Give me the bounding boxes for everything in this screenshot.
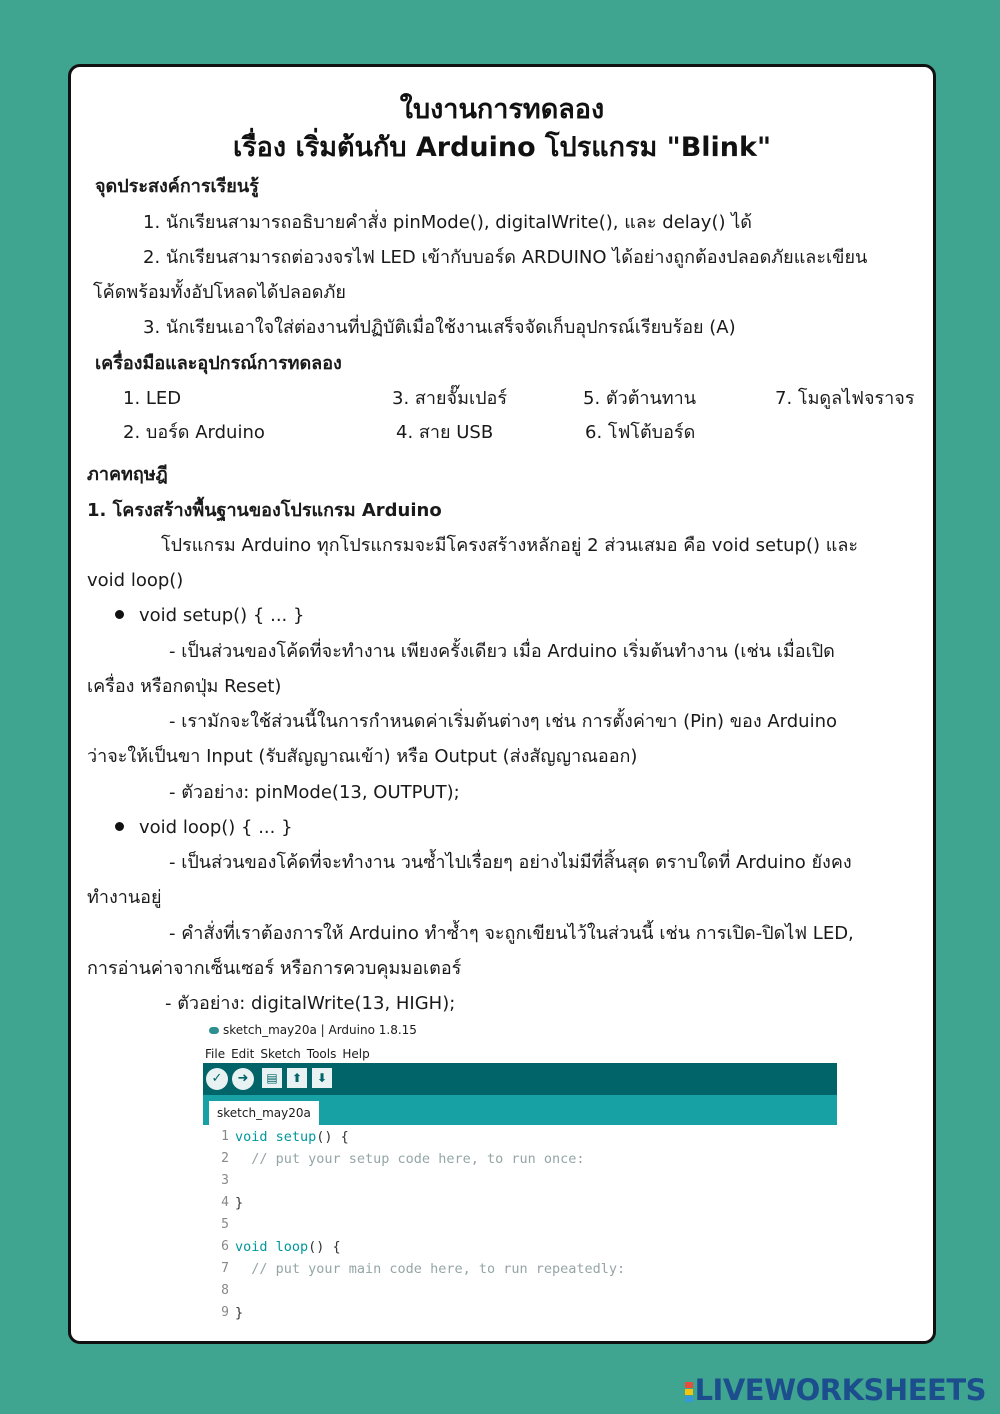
setup-example: - ตัวอย่าง: pinMode(13, OUTPUT);	[169, 782, 460, 803]
code-comment: // put your main code here, to run repeatedly:	[235, 1261, 626, 1277]
loop-usage-line2: การอ่านค่าจากเซ็นเซอร์ หรือการควบคุมมอเตอร์	[87, 958, 462, 979]
menu-edit[interactable]: Edit	[231, 1047, 255, 1061]
setup-desc-line1: - เป็นส่วนของโค้ดที่จะทำงาน เพียงครั้งเดียว เมื่อ Arduino เริ่มต้นทำงาน (เช่น เมื่อเปิด	[169, 641, 835, 662]
ide-menu-bar	[205, 1047, 376, 1061]
objectives-heading: จุดประสงค์การเรียนรู้	[95, 176, 259, 197]
liveworksheets-logo	[685, 1373, 986, 1407]
theory-subheading: 1. โครงสร้างพื้นฐานของโปรแกรม Arduino	[87, 500, 442, 521]
code-line	[235, 1151, 585, 1167]
code-line	[235, 1305, 243, 1321]
arduino-logo-icon	[209, 1027, 219, 1034]
liveworksheets-mark-icon	[685, 1381, 693, 1403]
upload-arrow-icon[interactable]: ➜	[232, 1068, 254, 1090]
worksheet-title: ใบงานการทดลอง	[399, 94, 605, 125]
setup-desc-line2: เครื่อง หรือกดปุ่ม Reset)	[87, 676, 282, 697]
objective-2-line2: โค้ดพร้อมทั้งอัปโหลดได้ปลอดภัย	[93, 282, 346, 303]
setup-usage-line1: - เรามักจะใช้ส่วนนี้ในการกำหนดค่าเริ่มต้นต่างๆ เช่น การตั้งค่าขา (Pin) ของ Arduino	[169, 711, 838, 732]
intro-line2: void loop()	[87, 570, 184, 591]
loop-bullet: void loop() { ... }	[139, 817, 293, 838]
menu-help[interactable]: Help	[342, 1047, 370, 1061]
objective-2-line1: 2. นักเรียนสามารถต่อวงจรไฟ LED เข้ากับบอร์ด ARDUINO ได้อย่างถูกต้องปลอดภัยและเขียน	[143, 247, 868, 268]
setup-usage-line2: ว่าจะให้เป็นขา Input (รับสัญญาณเข้า) หรือ Output (ส่งสัญญาณออก)	[87, 746, 638, 767]
equipment-item-5: 5. ตัวต้านทาน	[583, 388, 697, 409]
equipment-item-7: 7. โมดูลไฟจราจร	[775, 388, 915, 409]
save-arrow-down-icon[interactable]: ⬇	[312, 1068, 332, 1088]
equipment-heading: เครื่องมือและอุปกรณ์การทดลอง	[95, 353, 342, 374]
line-number: 9	[221, 1305, 229, 1320]
code-editor[interactable]	[203, 1125, 837, 1325]
bullet-dot	[115, 610, 124, 619]
line-number: 1	[221, 1129, 229, 1144]
worksheet-card	[68, 64, 936, 1344]
intro-line1: โปรแกรม Arduino ทุกโปรแกรมจะมีโครงสร้างหลักอยู่ 2 ส่วนเสมอ คือ void setup() และ	[161, 535, 859, 556]
line-number: 7	[221, 1261, 229, 1276]
code-keyword: void	[235, 1129, 268, 1145]
menu-tools[interactable]: Tools	[306, 1047, 337, 1061]
objective-3: 3. นักเรียนเอาใจใส่ต่องานที่ปฏิบัติเมื่อใช้งานเสร็จจัดเก็บอุปกรณ์เรียบร้อย (A)	[143, 317, 736, 338]
menu-file[interactable]: File	[205, 1047, 226, 1061]
loop-desc-line2: ทำงานอยู่	[87, 887, 162, 908]
code-punctuation: }	[235, 1195, 244, 1211]
equipment-item-4: 4. สาย USB	[396, 422, 494, 443]
bullet-dot	[115, 822, 124, 831]
loop-example: - ตัวอย่าง: digitalWrite(13, HIGH);	[165, 993, 456, 1014]
menu-sketch[interactable]: Sketch	[260, 1047, 301, 1061]
ide-toolbar	[203, 1063, 837, 1095]
line-number: 5	[221, 1217, 229, 1232]
ide-tab-bar	[203, 1095, 837, 1125]
loop-usage-line1: - คำสั่งที่เราต้องการให้ Arduino ทำซ้ำๆ จะถูกเขียนไว้ในส่วนนี้ เช่น การเปิด-ปิดไฟ LED,	[169, 923, 854, 944]
open-arrow-up-icon[interactable]: ⬆	[287, 1068, 307, 1088]
objective-1: 1. นักเรียนสามารถอธิบายคำสั่ง pinMode(), digitalWrite(), และ delay() ได้	[143, 212, 752, 233]
code-line	[235, 1261, 625, 1277]
code-keyword: void	[235, 1239, 268, 1255]
line-number: 4	[221, 1195, 229, 1210]
code-function-name: loop	[267, 1239, 309, 1255]
code-line	[235, 1195, 243, 1211]
new-file-icon[interactable]: ▤	[262, 1068, 282, 1088]
ide-window-title	[209, 1023, 417, 1037]
verify-check-icon[interactable]: ✓	[206, 1068, 228, 1090]
loop-desc-line1: - เป็นส่วนของโค้ดที่จะทำงาน วนซ้ำไปเรื่อยๆ อย่างไม่มีที่สิ้นสุด ตราบใดที่ Arduino ยังคง	[169, 852, 852, 873]
code-function-name: setup	[267, 1129, 317, 1145]
equipment-item-3: 3. สายจั๊มเปอร์	[392, 388, 508, 409]
code-punctuation: () {	[308, 1239, 341, 1255]
brand-text: LIVEWORKSHEETS	[694, 1373, 986, 1407]
line-number: 6	[221, 1239, 229, 1254]
code-line	[235, 1239, 341, 1255]
equipment-item-6: 6. โฟโต้บอร์ด	[585, 422, 696, 443]
worksheet-subtitle: เรื่อง เริ่มต้นกับ Arduino โปรแกรม "Blink"	[232, 132, 772, 163]
arduino-ide-screenshot	[203, 1023, 837, 1325]
setup-bullet: void setup() { ... }	[139, 605, 305, 626]
line-number: 2	[221, 1151, 229, 1166]
ide-title-text: sketch_may20a | Arduino 1.8.15	[223, 1023, 417, 1037]
sketch-tab[interactable]: sketch_may20a	[209, 1101, 319, 1125]
code-line	[235, 1129, 349, 1145]
theory-heading: ภาคทฤษฎี	[87, 464, 168, 485]
equipment-item-2: 2. บอร์ด Arduino	[123, 422, 265, 443]
line-number: 3	[221, 1173, 229, 1188]
code-punctuation: }	[235, 1305, 244, 1321]
equipment-item-1: 1. LED	[123, 388, 182, 409]
line-number: 8	[221, 1283, 229, 1298]
code-comment: // put your setup code here, to run once:	[235, 1151, 585, 1167]
code-punctuation: () {	[316, 1129, 349, 1145]
